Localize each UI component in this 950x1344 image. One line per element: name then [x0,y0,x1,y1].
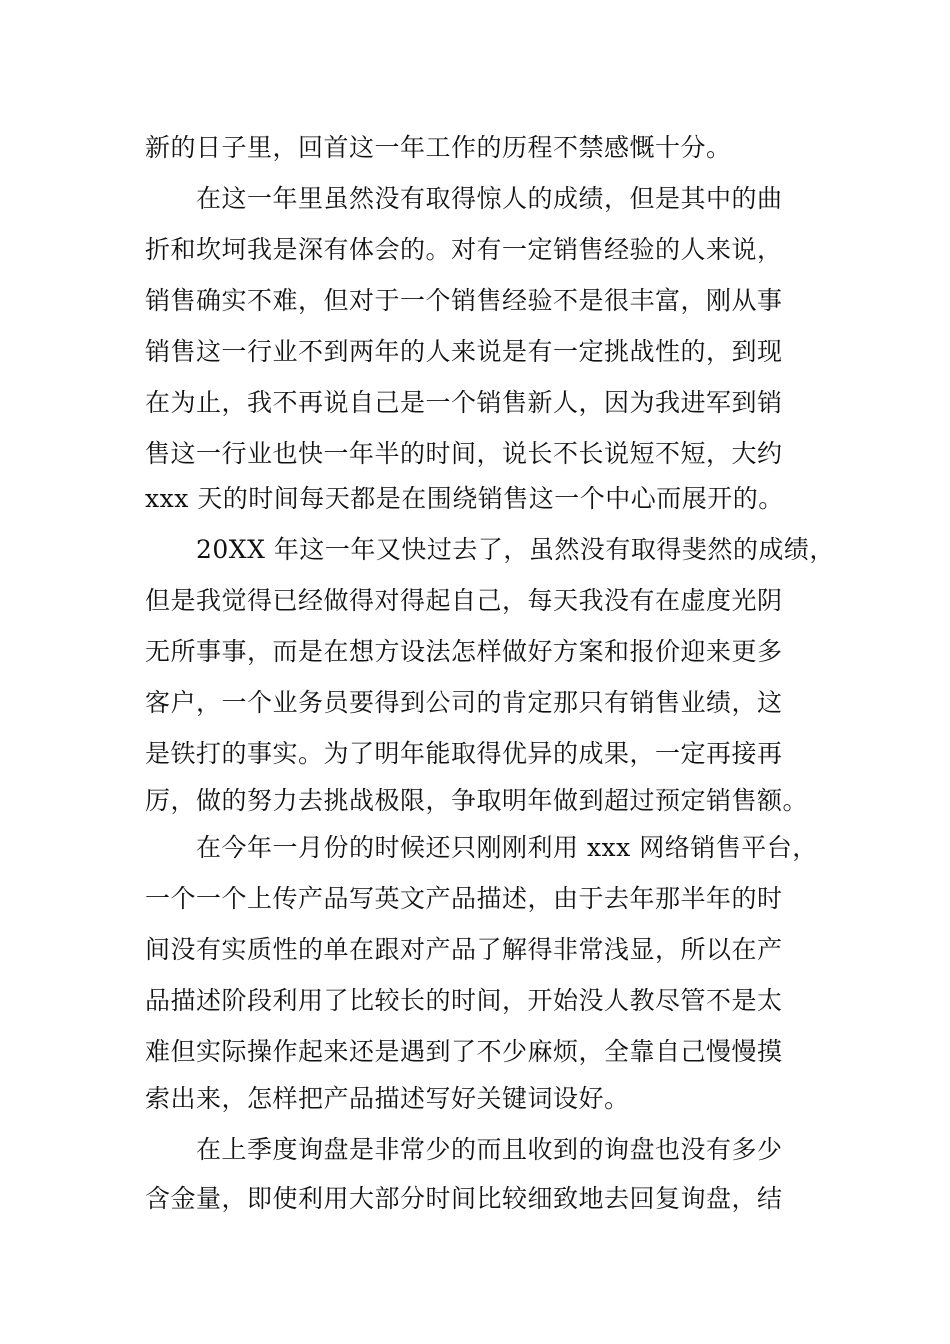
text-line: 销售确实不难，但对于一个销售经验不是很丰富，刚从事 [145,286,783,315]
text-line: 但是我觉得已经做得对得起自己，每天我没有在虚度光阴 [145,586,783,615]
text-line: 一个一个上传产品写英文产品描述，由于去年那半年的时 [145,884,783,913]
text-line: 售这一行业也快一年半的时间，说长不长说短不短，大约 [145,439,783,468]
text-line: 是铁打的事实。为了明年能取得优异的成果，一定再接再 [145,739,783,768]
text-line: 折和坎坷我是深有体会的。对有一定销售经验的人来说， [145,235,783,264]
text-line: xxx 天的时间每天都是在围绕销售这一个中心而展开的。 [145,484,784,513]
text-line: 含金量，即使利用大部分时间比较细致地去回复询盘，结 [145,1184,783,1213]
text-line: 客户，一个业务员要得到公司的肯定那只有销售业绩，这 [145,688,783,717]
text-line: 无所事事，而是在想方设法怎样做好方案和报价迎来更多 [145,637,783,666]
text-line: 间没有实质性的单在跟对产品了解得非常浅显，所以在产 [145,935,783,964]
paragraph-first-line: 在上季度询盘是非常少的而且收到的询盘也没有多少 [196,1135,783,1164]
text-line: 厉，做的努力去挑战极限，争取明年做到超过预定销售额。 [145,786,809,815]
paragraph-first-line: 在今年一月份的时候还只刚刚利用 xxx 网络销售平台， [196,833,818,862]
text-line: 索出来，怎样把产品描述写好关键词设好。 [145,1084,630,1113]
paragraph-first-line: 20XX 年这一年又快过去了，虽然没有取得斐然的成绩， [196,535,835,564]
text-line: 难但实际操作起来还是遇到了不少麻烦，全靠自己慢慢摸 [145,1037,783,1066]
text-line: 在为止，我不再说自己是一个销售新人，因为我进军到销 [145,388,783,417]
text-line: 品描述阶段利用了比较长的时间，开始没人教尽管不是太 [145,986,783,1015]
text-line: 销售这一行业不到两年的人来说是有一定挑战性的，到现 [145,337,783,366]
paragraph-first-line: 在这一年里虽然没有取得惊人的成绩，但是其中的曲 [196,184,783,213]
text-line: 新的日子里，回首这一年工作的历程不禁感慨十分。 [145,133,732,162]
